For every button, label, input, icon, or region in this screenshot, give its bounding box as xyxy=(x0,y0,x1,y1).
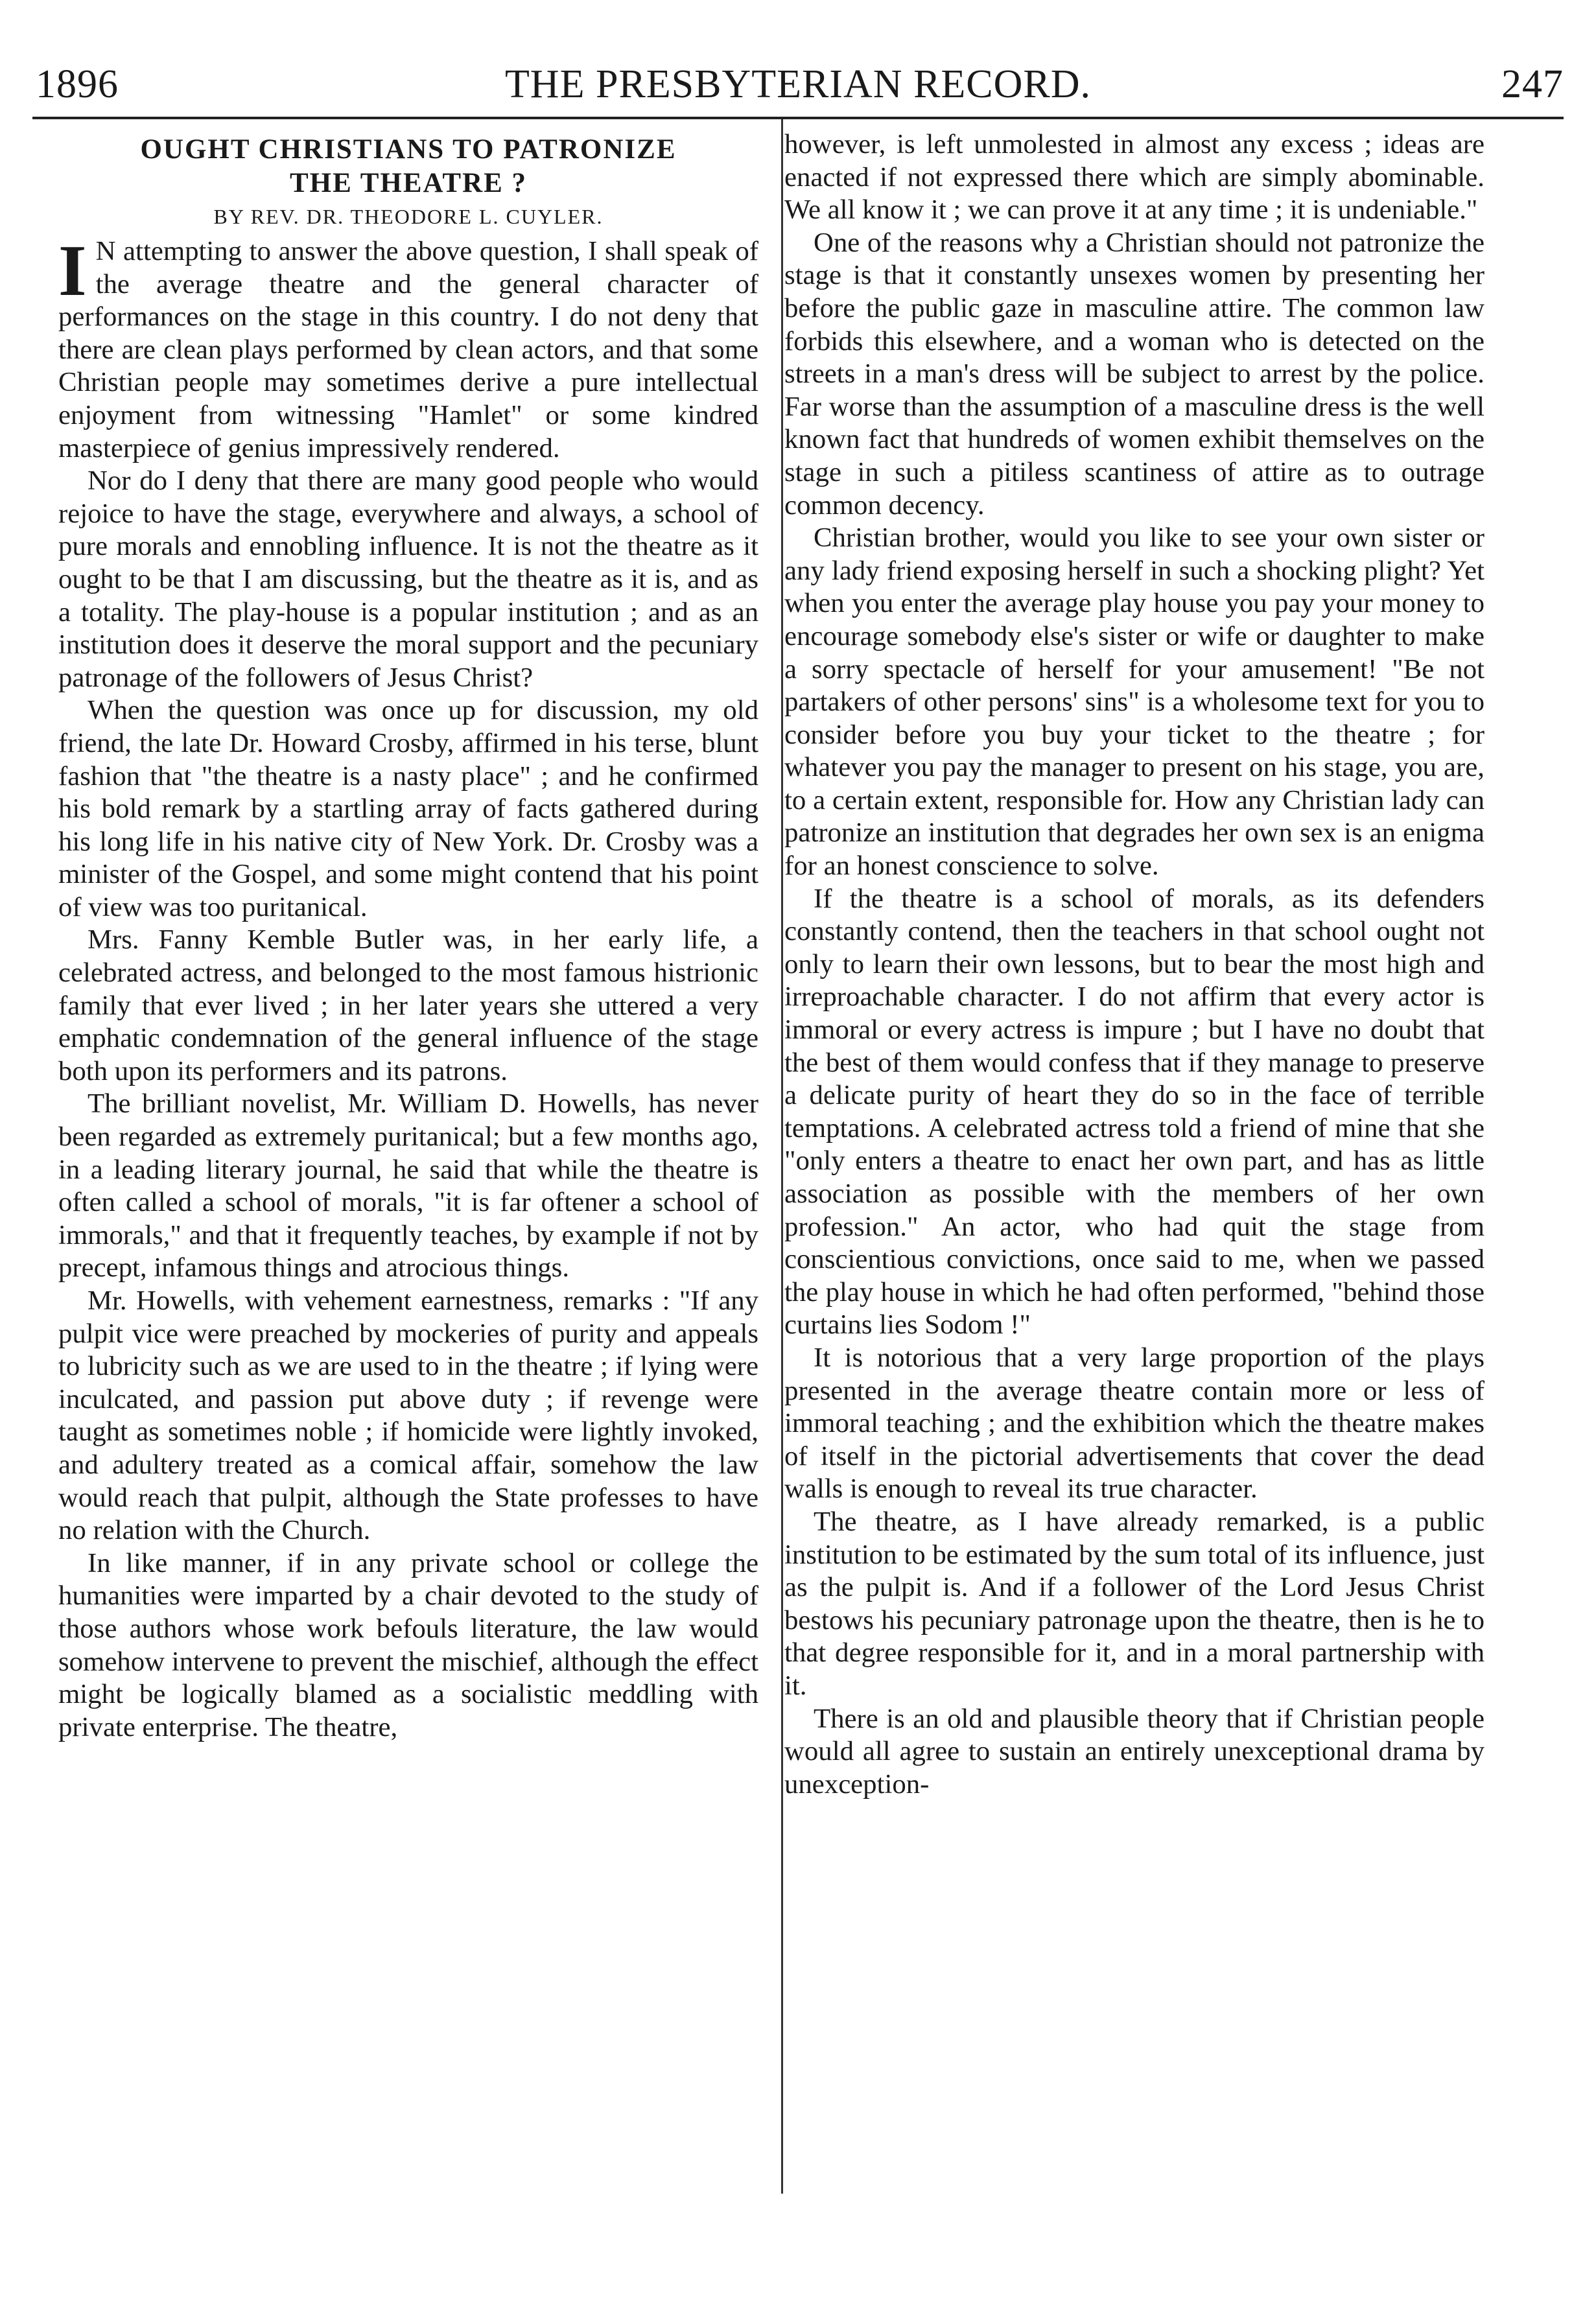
paragraph: One of the reasons why a Christian should not patronize the stage is that it constantly unsexes women by presenting her before the public gaze in masculine attire. The common law forbids this elsewhere, and a woman who is detected on the streets in a man's dress will be subject to arrest by the police. Far worse than the assumption of a masculine dress is the well known fact that hundreds of women exhibit themselves on the stage in such a pitiless scantiness of attire as to outrage common decency. xyxy=(784,227,1485,521)
article-title-line-2: THE THEATRE ? xyxy=(289,168,528,198)
paragraph: In like manner, if in any private school or college the humanities were imparted by a chair devoted to the study of those authors whose work befouls literature, the law would somehow intervene to prevent the mischief, although the effect might be logically blamed as a socialistic meddling with private enterprise. The theatre, xyxy=(58,1547,758,1742)
article-title-line-1: OUGHT CHRISTIANS TO PATRONIZE xyxy=(140,134,677,165)
paragraph: There is an old and plausible theory that if Christian people would all agree to sustain an entirely unexceptional drama by unexception- xyxy=(784,1703,1485,1800)
right-column xyxy=(784,128,1485,1801)
page-header xyxy=(32,62,1564,120)
paragraph: however, is left unmolested in almost any excess ; ideas are enacted if not expressed there which are simply abominable. We all know it ; we can prove it at any time ; it is undeniable." xyxy=(784,129,1485,226)
paragraph: The theatre, as I have already remarked, is a public institution to be estimated by the sum total of its influence, just as the pulpit is. And if a follower of the Lord Jesus Christ bestows his pecuniary patronage upon the theatre, then is he to that degree responsible for it, and in a moral partnership with it. xyxy=(784,1506,1485,1701)
header-year: 1896 xyxy=(36,62,119,106)
paragraph: When the question was once up for discussion, my old friend, the late Dr. Howard Crosby, affirmed in his terse, blunt fashion that "the theatre is a nasty place" ; and he confirmed his bold remark by a startling array of facts gathered during his long life in his native city of New York. Dr. Crosby was a minister of the Gospel, and some might contend that his point of view was too puritanical. xyxy=(58,695,758,922)
header-rule xyxy=(32,117,1564,119)
paragraph: Mrs. Fanny Kemble Butler was, in her early life, a celebrated actress, and belonged to the most famous histrionic family that ever lived ; in her later years she uttered a very emphatic condemnation of the general influence of the stage both upon its performers and its patrons. xyxy=(58,924,758,1086)
drop-cap: I xyxy=(58,231,87,311)
column-divider xyxy=(781,119,783,2194)
paragraph: The brilliant novelist, Mr. William D. Howells, has never been regarded as extremely puritanical; but a few months ago, in a leading literary journal, he said that while the theatre is often called a school of morals, "it is far oftener a school of immorals," and that it frequently teaches, by example if not by precept, infamous things and atrocious things. xyxy=(58,1088,758,1284)
paragraph: If the theatre is a school of morals, as its defenders constantly contend, then the teachers in that school ought not only to learn their own lessons, but to bear the most high and irreproachable character. I do not affirm that every actor is immoral or every actress is impure ; but I have no doubt that the best of them would confess that if they manage to preserve a delicate purity of heart they do so in the face of terrible temptations. A celebrated actress told a friend of mine that she "only enters a theatre to enact her own part, and has as little association as possible with the members of her own profession." An actor, who had quit the stage from conscientious convictions, once said to me, when we passed the play house in which he had often performed, "behind those curtains lies Sodom !" xyxy=(784,883,1485,1341)
paragraph: Mr. Howells, with vehement earnestness, remarks : "If any pulpit vice were preached by mockeries of purity and appeals to lubricity such as we are used to in the theatre ; if lying were inculcated, and passion put above duty ; if revenge were taught as sometimes noble ; if homicide were lightly invoked, and adultery treated as a comical affair, somehow the law would reach that pulpit, although the State professes to have no relation with the Church. xyxy=(58,1285,758,1546)
header-title: THE PRESBYTERIAN RECORD. xyxy=(504,62,1092,106)
paragraph: It is notorious that a very large proportion of the plays presented in the average theatre contain more or less of immoral teaching ; and the exhibition which the theatre makes of itself in the pictorial advertisements that cover the dead walls is enough to reveal its true character. xyxy=(784,1342,1485,1505)
paragraph xyxy=(58,231,758,465)
paragraph: Nor do I deny that there are many good people who would rejoice to have the stage, everywhere and always, a school of pure morals and ennobling influence. It is not the theatre as it ought to be that I am discussing, but the theatre as it is, and as a totality. The play-house is a popular institution ; and as an institution does it deserve the moral support and the pecuniary patronage of the followers of Jesus Christ? xyxy=(58,465,758,693)
paragraph: Christian brother, would you like to see your own sister or any lady friend exposing herself in such a shocking plight? Yet when you enter the average play house you pay your money to encourage somebody else's sister or wife or daughter to make a sorry spectacle of herself for your amusement! "Be not partakers of other persons' sins" is a wholesome text for you to consider before you buy your ticket to the theatre ; for whatever you pay the manager to present on his stage, you are, to a certain extent, responsible for. How any Christian lady can patronize an institution that degrades her own sex is an enigma for an honest conscience to solve. xyxy=(784,522,1485,882)
article-byline: BY REV. DR. THEODORE L. CUYLER. xyxy=(213,205,604,228)
left-column xyxy=(58,133,758,1744)
paragraph-text: N attempting to answer the above question, I shall speak of the average theatre and the general character of performances on the stage in this country. I do not deny that there are clean plays performed by clean actors, and that some Christian people may sometimes derive a pure intellectual enjoyment from witnessing "Hamlet" or some kindred masterpiece of genius impressively rendered. xyxy=(58,236,758,463)
header-page-number: 247 xyxy=(1501,62,1564,106)
